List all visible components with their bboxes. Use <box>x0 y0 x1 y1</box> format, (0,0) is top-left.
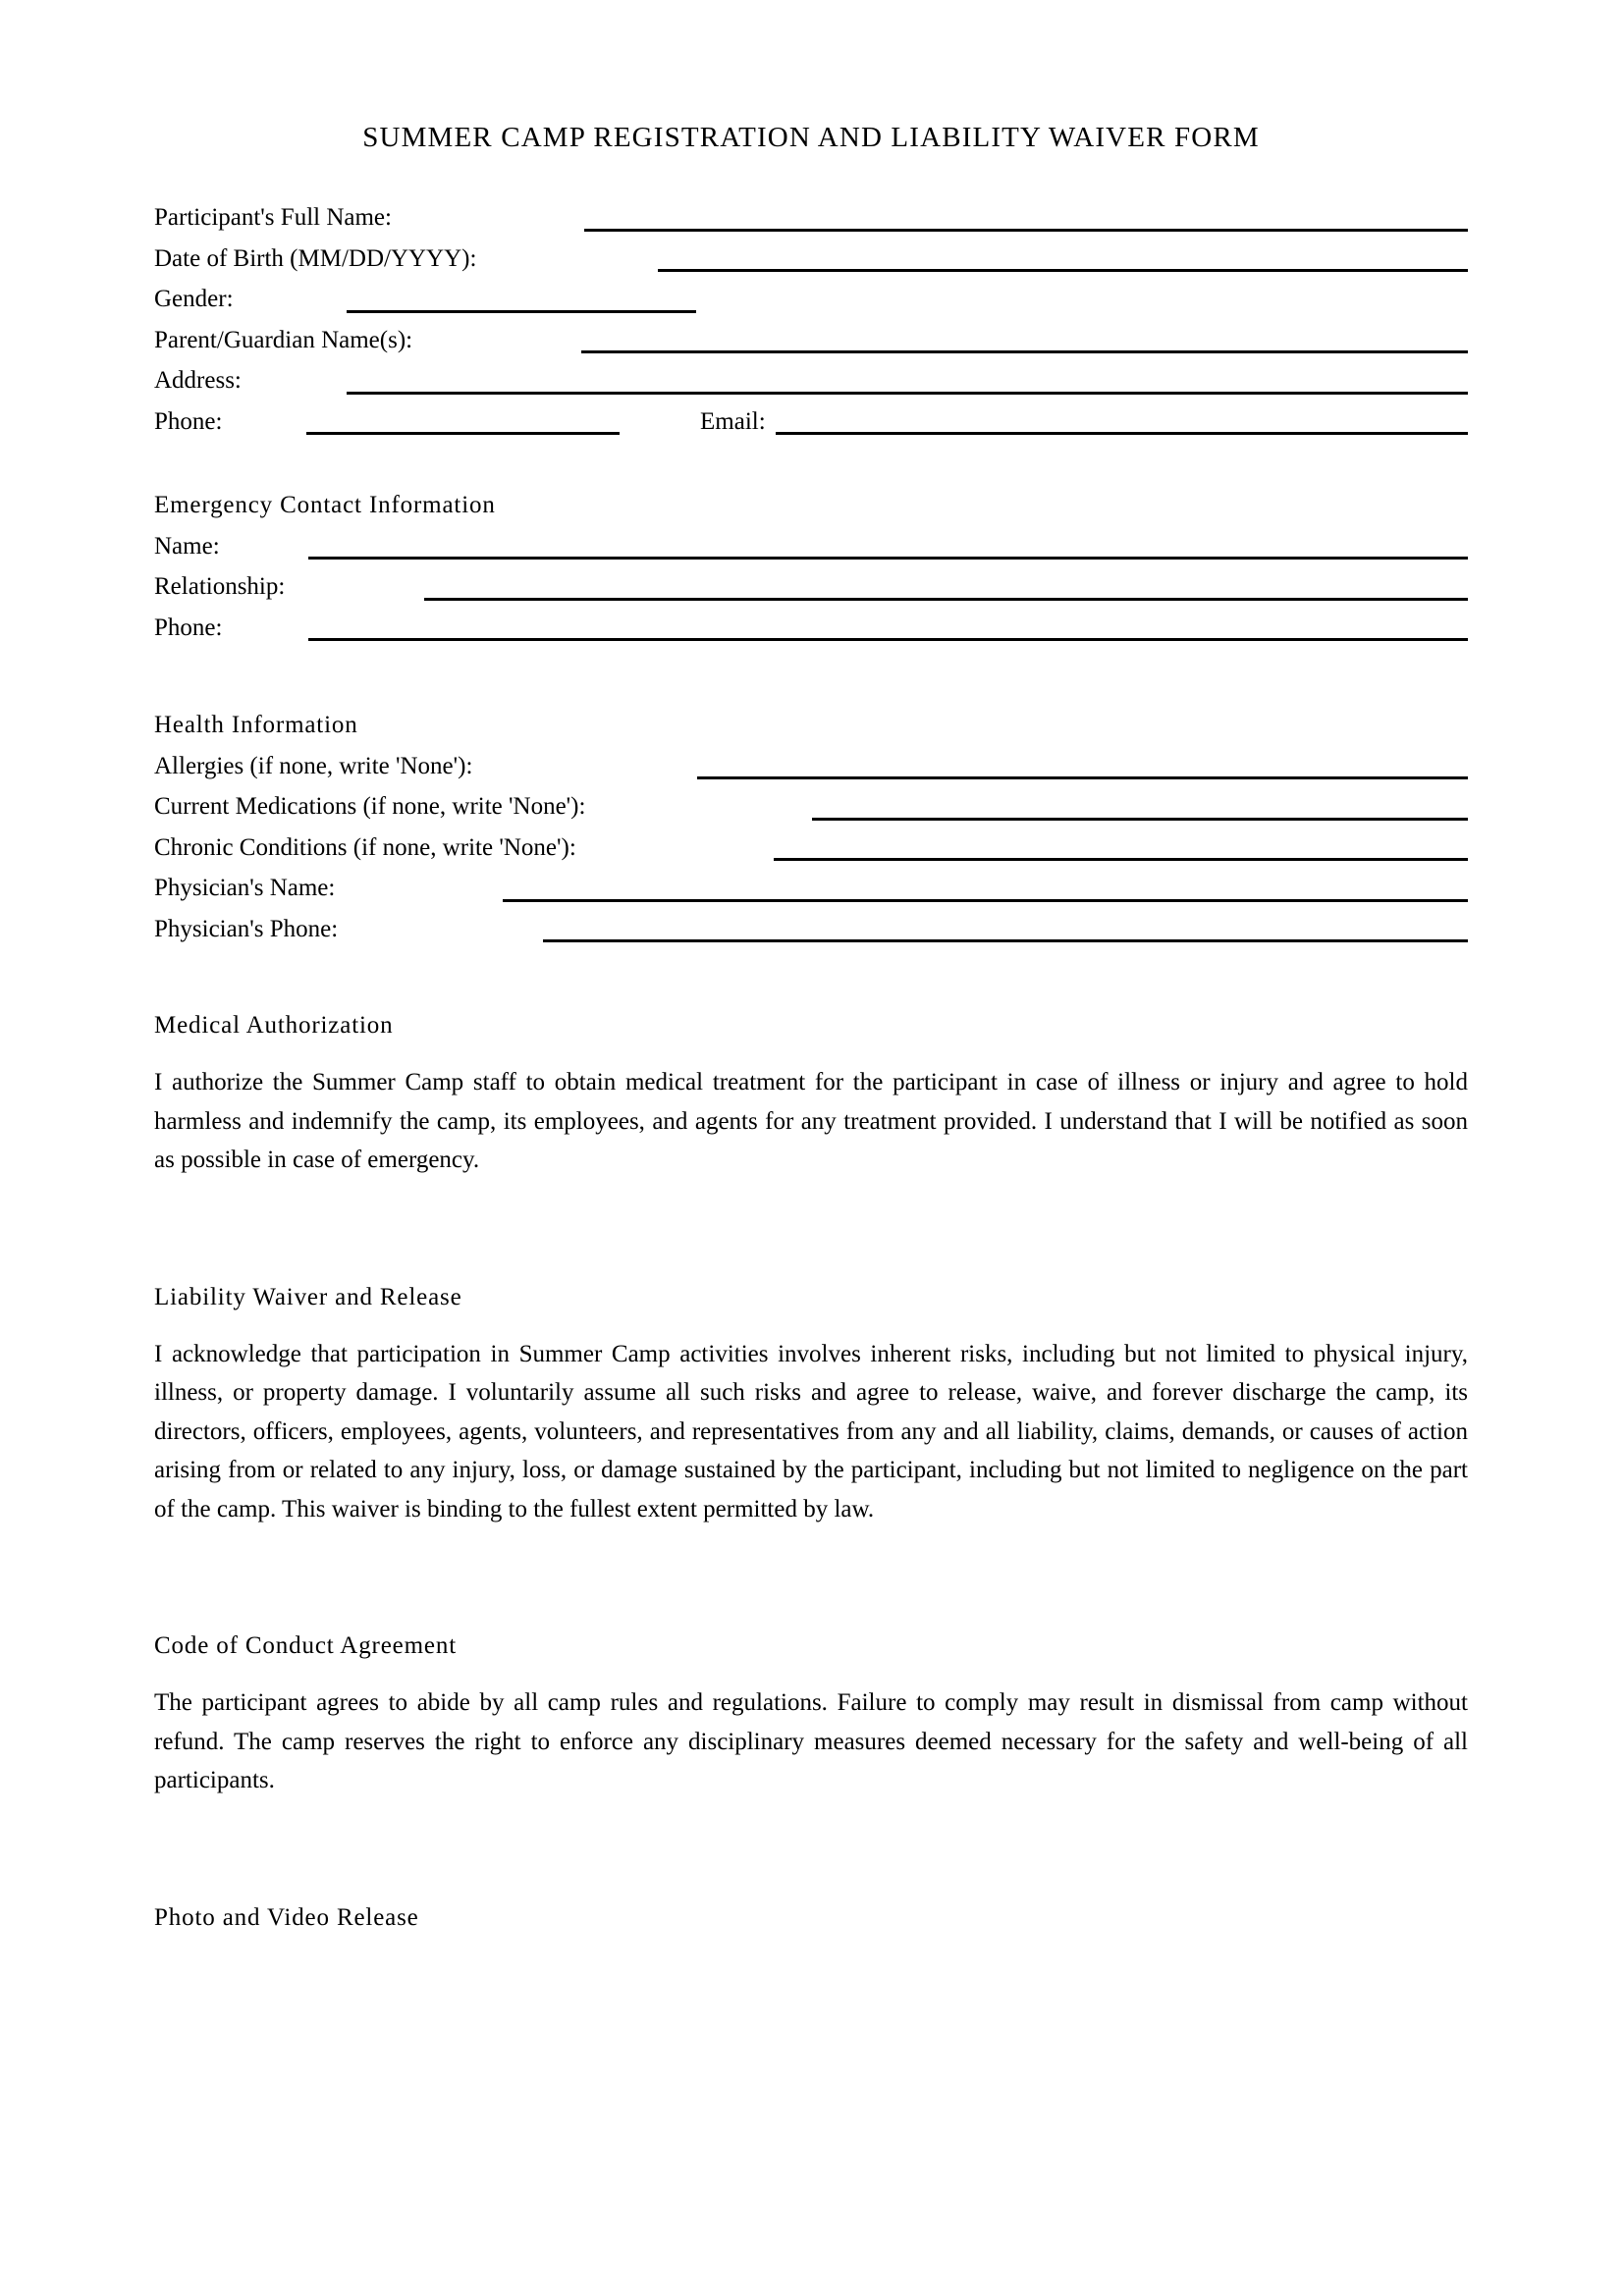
input-rule[interactable] <box>347 392 1468 395</box>
spacer <box>154 949 1468 1006</box>
field-label: Phone: <box>154 614 223 641</box>
field-emergency-phone <box>154 608 1468 649</box>
field-allergies <box>154 746 1468 787</box>
spacer <box>154 1317 1468 1335</box>
field-emergency-name <box>154 526 1468 567</box>
field-label: Name: <box>154 532 220 560</box>
page-title: SUMMER CAMP REGISTRATION AND LIABILITY WAIVER FORM <box>362 122 1260 153</box>
emergency-contact-section <box>154 485 1468 648</box>
spacer <box>154 1180 1468 1278</box>
input-rule[interactable] <box>774 858 1468 861</box>
field-current-medications <box>154 786 1468 828</box>
field-label: Date of Birth (MM/DD/YYYY): <box>154 244 477 272</box>
section-heading-photo-video-release: Photo and Video Release <box>154 1903 419 1931</box>
spacer <box>154 1666 1468 1683</box>
spacer <box>154 1528 1468 1627</box>
field-label: Relationship: <box>154 573 286 600</box>
field-label: Participant's Full Name: <box>154 204 392 231</box>
field-date-of-birth <box>154 239 1468 280</box>
input-rule[interactable] <box>503 899 1468 902</box>
field-label-email: Email: <box>700 407 766 435</box>
input-rule[interactable] <box>543 939 1468 942</box>
input-rule[interactable] <box>347 310 696 313</box>
section-heading-health-information: Health Information <box>154 712 358 738</box>
input-rule[interactable] <box>308 638 1468 641</box>
spacer <box>154 1800 1468 1898</box>
field-phone-email-row <box>154 401 1468 443</box>
paragraph-liability-waiver: I acknowledge that participation in Summer Camp activities involves inherent risks, including but not limited to physical injury, illness, or property damage. I voluntarily assume all such risks and agree to release, waive, and forever discharge the camp, its directors, officers, employees, agents, volunteers, and representatives from any and all liability, claims, demands, or causes of action arising from or related to any injury, loss, or damage sustained by the participant, including but not limited to negligence on the part of the camp. This waiver is binding to the fullest extent permitted by law. <box>154 1340 1468 1522</box>
field-label: Address: <box>154 367 242 394</box>
spacer <box>154 154 1468 197</box>
input-rule-email[interactable] <box>776 432 1468 435</box>
paragraph-code-of-conduct: The participant agrees to abide by all camp rules and regulations. Failure to comply may result in dismissal from camp without refund. The camp reserves the right to enforce any disciplinary measures deemed necessary for the safety and well-being of all participants. <box>154 1689 1468 1793</box>
field-label: Parent/Guardian Name(s): <box>154 326 413 353</box>
participant-section <box>154 197 1468 442</box>
field-address <box>154 360 1468 401</box>
field-gender <box>154 279 1468 320</box>
liability-waiver-section <box>154 1278 1468 1529</box>
field-physician-name <box>154 868 1468 909</box>
spacer <box>154 1045 1468 1063</box>
field-label: Chronic Conditions (if none, write 'None'): <box>154 833 576 861</box>
code-of-conduct-section <box>154 1627 1468 1800</box>
section-heading-emergency-contact: Emergency Contact Information <box>154 492 496 518</box>
input-rule-phone[interactable] <box>306 432 620 435</box>
section-heading-liability-waiver: Liability Waiver and Release <box>154 1283 462 1310</box>
field-chronic-conditions <box>154 828 1468 869</box>
field-emergency-relationship <box>154 566 1468 608</box>
page-content <box>154 0 1468 1938</box>
field-label: Physician's Name: <box>154 875 336 901</box>
field-label: Physician's Phone: <box>154 915 339 942</box>
input-rule[interactable] <box>581 350 1468 353</box>
field-label: Gender: <box>154 286 234 312</box>
field-parent-guardian-names <box>154 320 1468 361</box>
medical-authorization-section <box>154 1006 1468 1180</box>
section-heading-medical-authorization: Medical Authorization <box>154 1012 394 1039</box>
input-rule[interactable] <box>584 229 1468 232</box>
spacer <box>154 442 1468 485</box>
input-rule[interactable] <box>658 269 1468 272</box>
photo-video-release-section <box>154 1898 1468 1938</box>
input-rule[interactable] <box>424 598 1468 601</box>
field-label: Allergies (if none, write 'None'): <box>154 752 473 779</box>
input-rule[interactable] <box>812 818 1468 821</box>
health-information-section <box>154 705 1468 949</box>
spacer <box>154 648 1468 705</box>
section-heading-code-of-conduct: Code of Conduct Agreement <box>154 1632 457 1659</box>
field-label-phone: Phone: <box>154 407 223 435</box>
paragraph-medical-authorization: I authorize the Summer Camp staff to obtain medical treatment for the participant in case of illness or injury and agree to hold harmless and indemnify the camp, its employees, and agents for any treatment provided. I understand that I will be notified as soon as possible in case of emergency. <box>154 1069 1468 1173</box>
field-label: Current Medications (if none, write 'None'): <box>154 793 586 820</box>
field-physician-phone <box>154 909 1468 950</box>
input-rule[interactable] <box>308 557 1468 560</box>
field-participant-full-name <box>154 197 1468 239</box>
input-rule[interactable] <box>697 776 1468 779</box>
